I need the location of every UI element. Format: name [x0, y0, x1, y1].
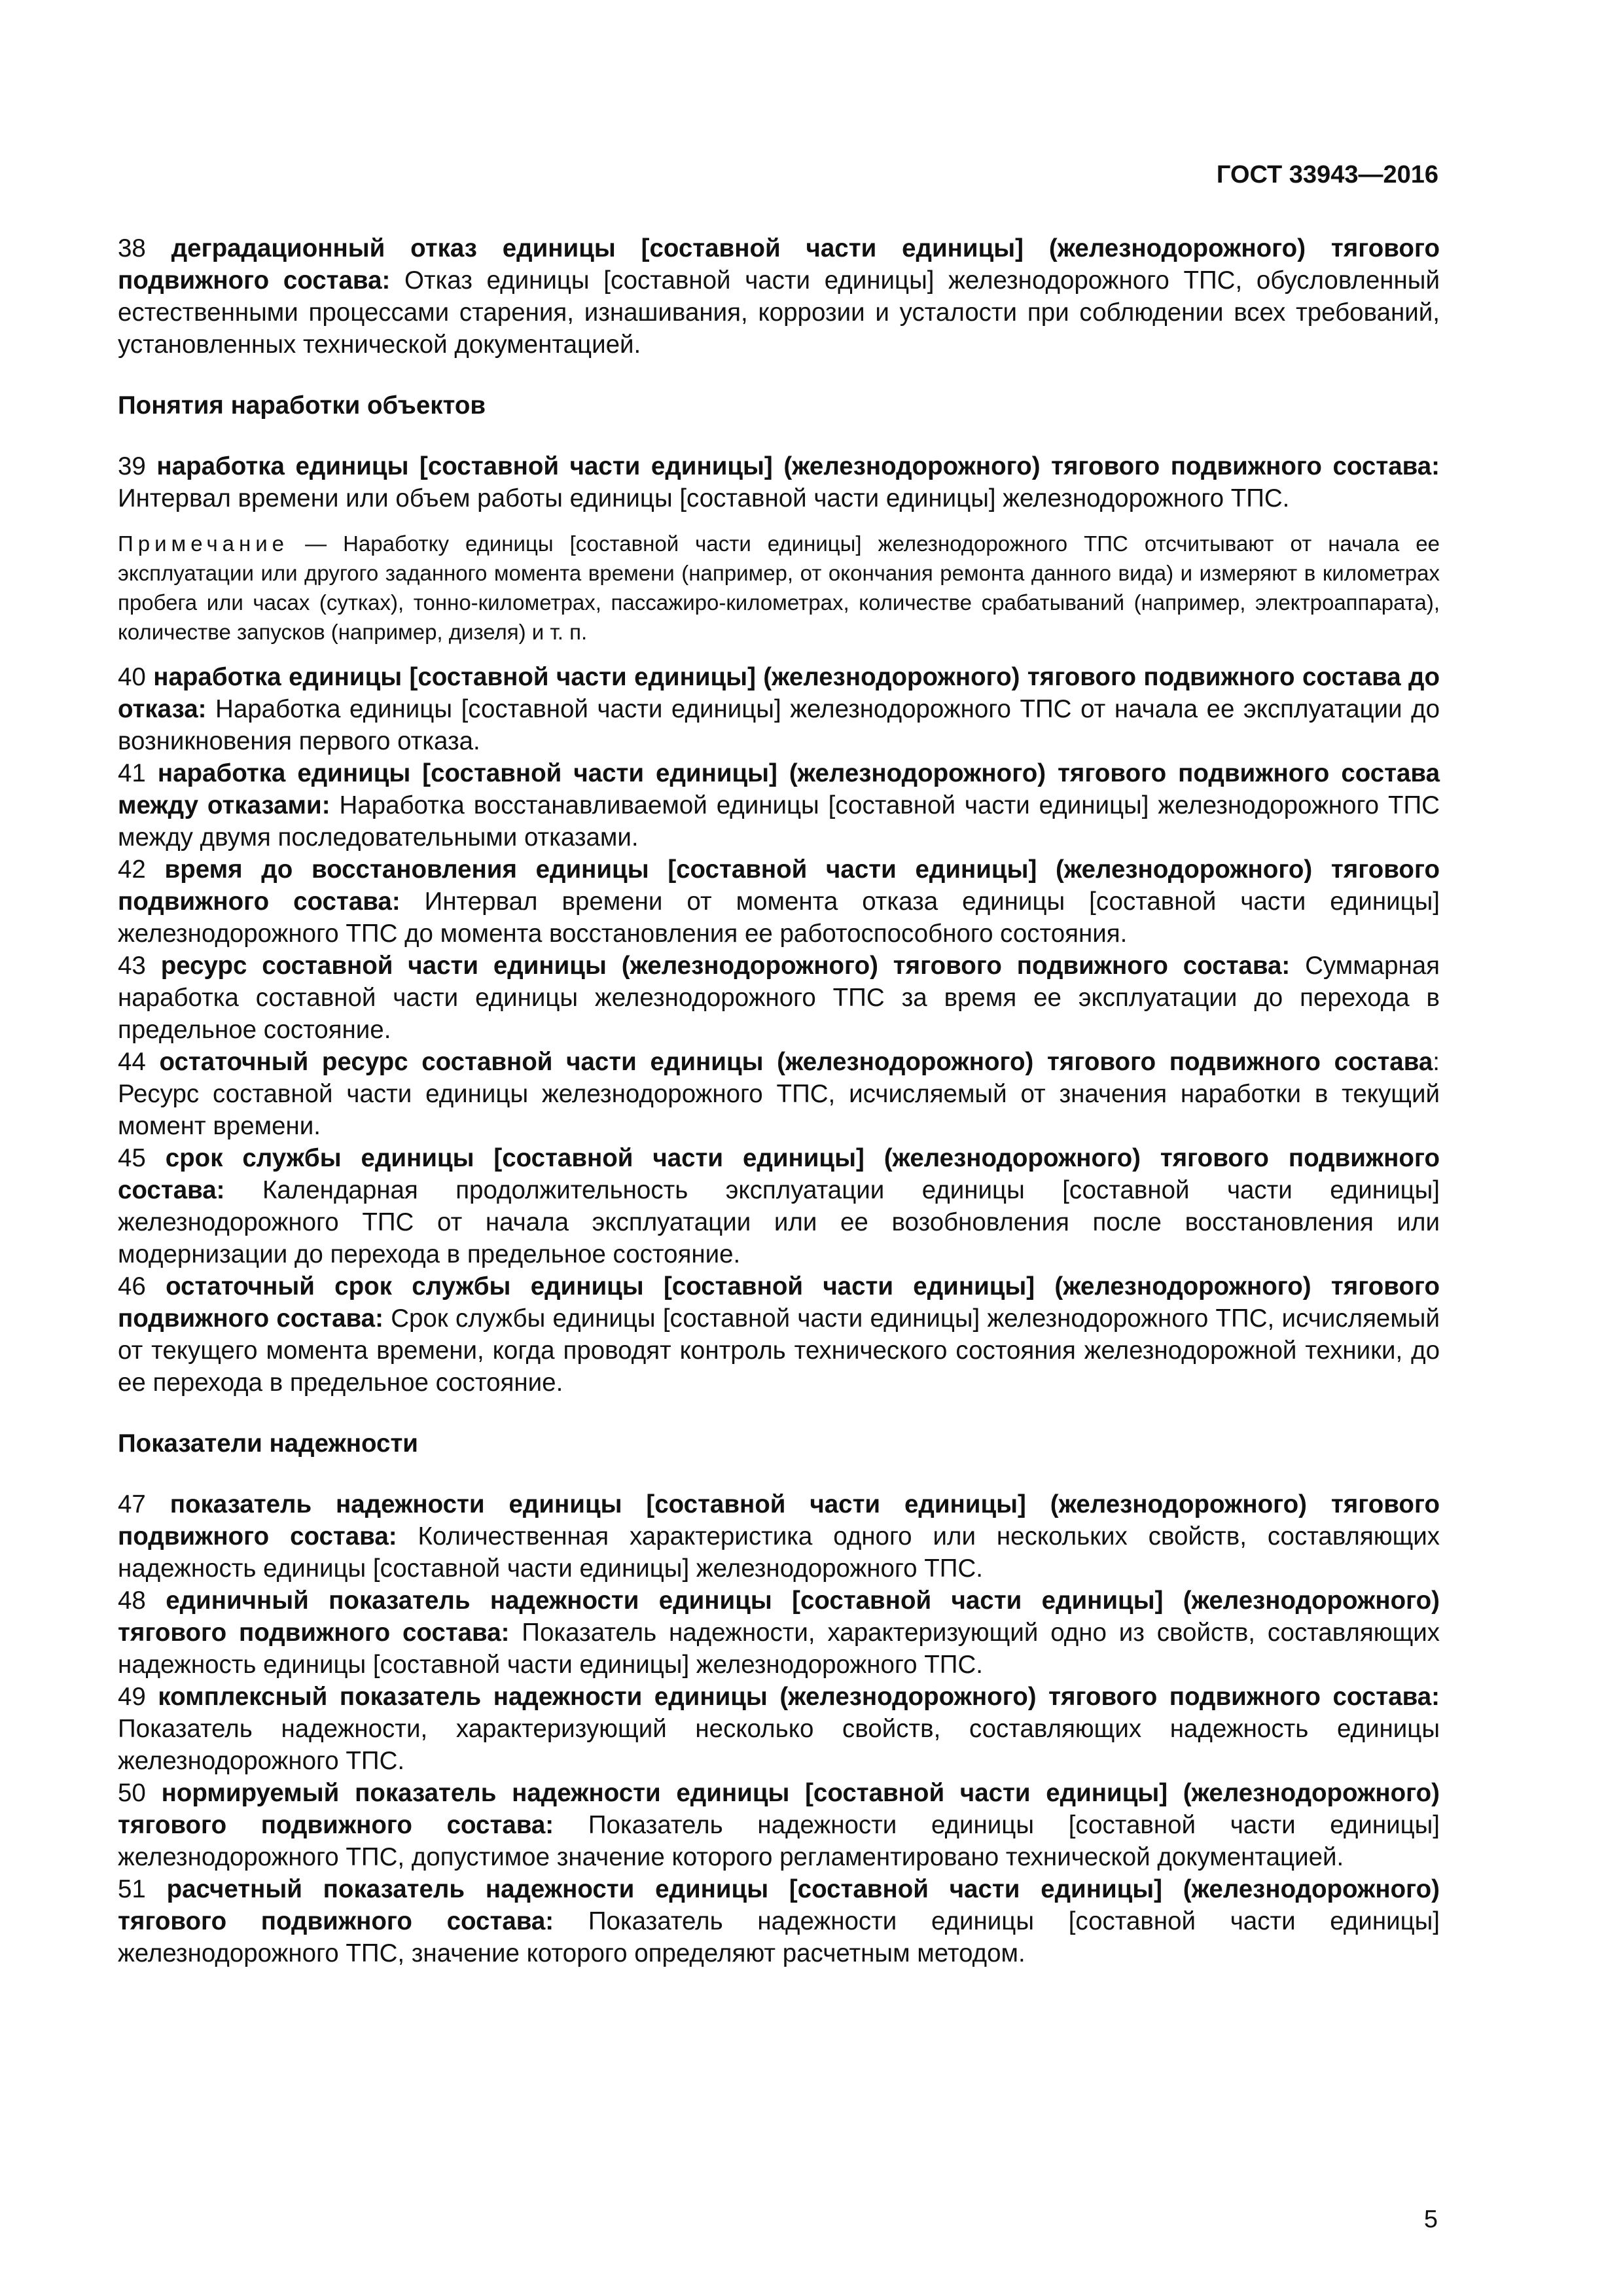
- term-number: 51: [118, 1875, 146, 1903]
- term-title: показатель надежности единицы [составной части единицы] (железнодорожного) тягового подвижного состава:: [118, 1490, 1440, 1551]
- term-definition: Показатель надежности единицы [составной части единицы] железнодорожного ТПС, допустимое значение которого регламентировано технической документацией.: [118, 1811, 1440, 1871]
- term-number: 45: [118, 1144, 146, 1172]
- term-number: 49: [118, 1683, 146, 1711]
- term-title: наработка единицы [составной части единицы] (железнодорожного) тягового подвижного состава до отказа:: [118, 663, 1440, 723]
- term-definition: Календарная продолжительность эксплуатации единицы [составной части единицы] железнодорожного ТПС от начала эксплуатации или ее возобновления после восстановления или модернизации до перехода в предельное состояние.: [118, 1176, 1440, 1268]
- term-title: ресурс составной части единицы (железнодорожного) тягового подвижного состава:: [160, 952, 1291, 980]
- term-entry: [118, 853, 1440, 950]
- section-heading: Понятия наработки объектов: [118, 391, 486, 420]
- term-title: время до восстановления единицы [составной части единицы] (железнодорожного) тягового подвижного состава:: [118, 855, 1440, 916]
- term-entry: [118, 1777, 1440, 1873]
- term-entry: [118, 661, 1440, 757]
- term-number: 44: [118, 1048, 146, 1076]
- term-definition: Показатель надежности, характеризующий одно из свойств, составляющих надежность единицы [составной части единицы] железнодорожного ТПС.: [118, 1619, 1440, 1679]
- note-label: Примечание: [118, 531, 289, 556]
- term-entry: [118, 1488, 1440, 1585]
- term-title: срок службы единицы [составной части единицы] (железнодорожного) тягового подвижного состава:: [118, 1144, 1440, 1204]
- term-number: 48: [118, 1587, 146, 1615]
- term-title: остаточный срок службы единицы [составной части единицы] (железнодорожного) тягового подвижного состава:: [118, 1272, 1440, 1333]
- term-number: 42: [118, 855, 146, 884]
- document-id-header: ГОСТ 33943—2016: [1216, 161, 1438, 188]
- term-definition: Количественная характеристика одного или нескольких свойств, составляющих надежность единицы [составной части единицы] железнодорожного ТПС.: [118, 1522, 1440, 1583]
- term-title: наработка единицы [составной части единицы] (железнодорожного) тягового подвижного состава:: [156, 452, 1440, 480]
- term-number: 41: [118, 759, 146, 787]
- term-number: 38: [118, 234, 146, 262]
- term-definition: Отказ единицы [составной части единицы] железнодорожного ТПС, обусловленный естественными процессами старения, изнашивания, коррозии и усталости при соблюдении всех требований, установленных технической документацией.: [118, 266, 1440, 359]
- page-number: 5: [1423, 2206, 1438, 2233]
- term-entry: [118, 1046, 1440, 1142]
- term-definition: Показатель надежности единицы [составной части единицы] железнодорожного ТПС, значение которого определяют расчетным методом.: [118, 1907, 1440, 1967]
- term-number: 43: [118, 952, 146, 980]
- term-entry: [118, 950, 1440, 1046]
- term-number: 40: [118, 663, 146, 691]
- document-body: [118, 232, 1440, 1969]
- term-entry: [118, 1681, 1440, 1777]
- term-definition: Показатель надежности, характеризующий несколько свойств, составляющих надежность единицы железнодорожного ТПС.: [118, 1715, 1440, 1775]
- term-definition: Интервал времени от момента отказа единицы [составной части единицы] железнодорожного ТПС до момента восстановления ее работоспособного состояния.: [118, 888, 1440, 948]
- term-number: 50: [118, 1779, 146, 1807]
- note: [118, 529, 1440, 647]
- term-entry: [118, 1873, 1440, 1969]
- term-definition: Наработка единицы [составной части единицы] железнодорожного ТПС от начала ее эксплуатации до возникновения первого отказа.: [118, 695, 1440, 755]
- term-definition: Срок службы единицы [составной части единицы] железнодорожного ТПС, исчисляемый от текущего момента времени, когда проводят контроль технического состояния железнодорожной техники, до ее перехода в предельное состояние.: [118, 1304, 1440, 1397]
- term-number: 39: [118, 452, 146, 480]
- term-definition: Суммарная наработка составной части единицы железнодорожного ТПС за время ее эксплуатации до перехода в предельное состояние.: [118, 952, 1440, 1044]
- term-title: комплексный показатель надежности единицы (железнодорожного) тягового подвижного состава:: [158, 1683, 1440, 1711]
- term-title: единичный показатель надежности единицы [составной части единицы] (железнодорожного) тягового подвижного состава:: [118, 1587, 1440, 1647]
- term-number: 46: [118, 1272, 146, 1300]
- term-title: деградационный отказ единицы [составной части единицы] (железнодорожного) тягового подвижного состава:: [118, 234, 1440, 295]
- term-definition: Наработка восстанавливаемой единицы [составной части единицы] железнодорожного ТПС между двумя последовательными отказами.: [118, 791, 1440, 852]
- term-number: 47: [118, 1490, 146, 1518]
- term-entry: [118, 232, 1440, 361]
- note-text: — Наработку единицы [составной части единицы] железнодорожного ТПС отсчитывают от начала ее эксплуатации или другого заданного момента времени (например, от окончания ремонта данного вида) и измеряют в километрах пробега или часах (сутках), тонно-километрах, пассажиро-километрах, количестве срабатываний (например, электроаппарата), количестве запусков (например, дизеля) и т. п.: [118, 531, 1440, 644]
- term-title: нормируемый показатель надежности единицы [составной части единицы] (железнодорожного) тягового подвижного состава:: [118, 1779, 1440, 1839]
- term-definition: : Ресурс составной части единицы железнодорожного ТПС, исчисляемый от значения наработки в текущий момент времени.: [118, 1048, 1440, 1140]
- term-title: остаточный ресурс составной части единицы (железнодорожного) тягового подвижного состава: [159, 1048, 1433, 1076]
- term-entry: [118, 1142, 1440, 1270]
- term-entry: [118, 450, 1440, 514]
- term-entry: [118, 757, 1440, 853]
- term-title: наработка единицы [составной части единицы] (железнодорожного) тягового подвижного состава между отказами:: [118, 759, 1440, 819]
- term-entry: [118, 1270, 1440, 1399]
- term-title: расчетный показатель надежности единицы [составной части единицы] (железнодорожного) тягового подвижного состава:: [118, 1875, 1440, 1935]
- term-entry: [118, 1585, 1440, 1681]
- term-definition: Интервал времени или объем работы единицы [составной части единицы] железнодорожного ТПС.: [118, 484, 1290, 512]
- section-heading: Показатели надежности: [118, 1429, 418, 1458]
